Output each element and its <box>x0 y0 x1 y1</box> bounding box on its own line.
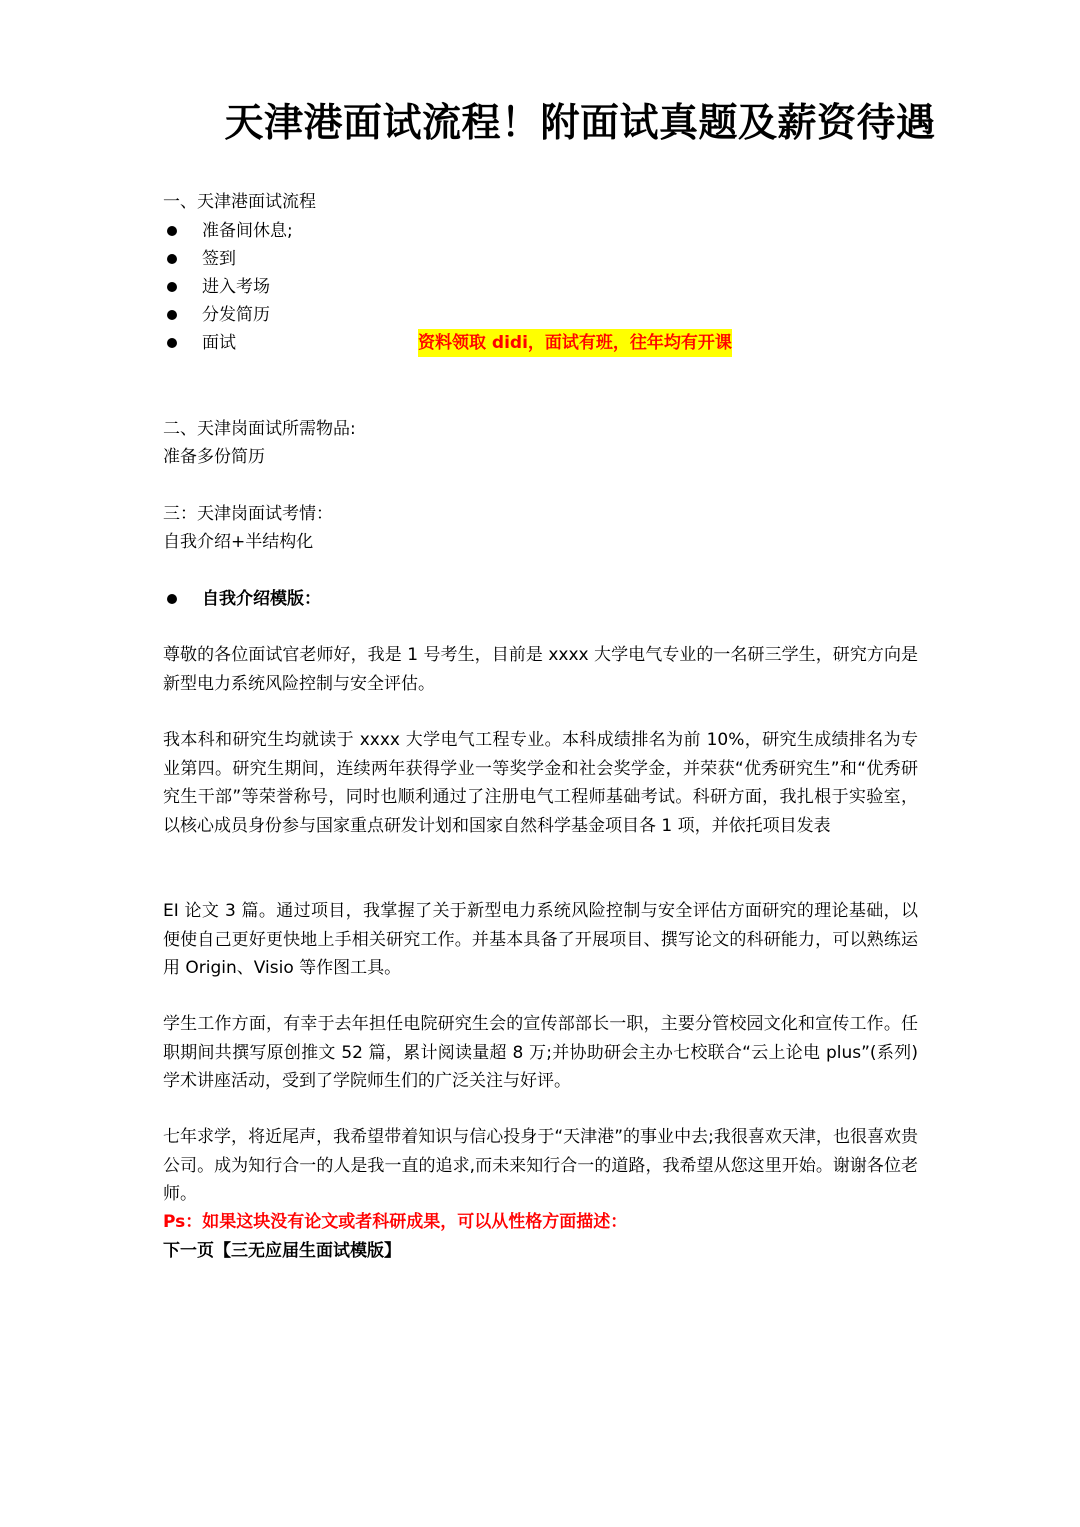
bullet-dot-icon <box>167 594 177 604</box>
next-page-link: 下一页【三无应届生面试模版】 <box>163 1241 401 1261</box>
section-1-heading: 一、天津港面试流程 <box>163 192 316 212</box>
process-item-4: 分发简历 <box>202 305 270 325</box>
bullet-dot-icon <box>167 226 177 236</box>
intro-paragraph-2: 我本科和研究生均就读于 xxxx 大学电气工程专业。本科成绩排名为前 10%，研究生成绩排名为专业第四。研究生期间，连续两年获得学业一等奖学金和社会奖学金，并荣获“优秀研究生”和“优秀研究生干部”等荣誉称号，同时也顺利通过了注册电气工程师基础考试。科研方面，我扎根于实验室，以核心成员身份参与国家重点研发计划和国家自然科学基金项目各 1 项，并依托项目发表 <box>163 730 918 836</box>
intro-paragraph-1: 尊敬的各位面试官老师好，我是 1 号考生，目前是 xxxx 大学电气专业的一名研三学生，研究方向是新型电力系统风险控制与安全评估。 <box>163 645 918 694</box>
intro-paragraph-3: EI 论文 3 篇。通过项目，我掌握了关于新型电力系统风险控制与安全评估方面研究的理论基础，以便使自己更好更快地上手相关研究工作。并基本具备了开展项目、撰写论文的科研能力，可以熟练运用 Origin、Visio 等作图工具。 <box>163 901 918 979</box>
intro-template-heading: 自我介绍模版： <box>202 589 321 609</box>
section-3-content: 自我介绍+半结构化 <box>163 532 314 552</box>
section-2-content: 准备多份简历 <box>163 447 265 467</box>
intro-paragraph-5: 七年求学，将近尾声，我希望带着知识与信心投身于“天津港”的事业中去;我很喜欢天津，也很喜欢贵公司。成为知行合一的人是我一直的追求,而未来知行合一的道路，我希望从您这里开始。谢谢各位老师。 <box>163 1127 918 1205</box>
ps-note: Ps：如果这块没有论文或者科研成果，可以从性格方面描述： <box>163 1212 628 1232</box>
intro-paragraph-4: 学生工作方面，有幸于去年担任电院研究生会的宣传部部长一职，主要分管校园文化和宣传工作。任职期间共撰写原创推文 52 篇，累计阅读量超 8 万;并协助研会主办七校联合“云上论电 plus”(系列)学术讲座活动，受到了学院师生们的广泛关注与好评。 <box>163 1014 918 1092</box>
bullet-dot-icon <box>167 310 177 320</box>
bullet-dot-icon <box>167 282 177 292</box>
process-item-2: 签到 <box>202 249 236 269</box>
document-title: 天津港面试流程！附面试真题及薪资待遇 <box>224 101 936 146</box>
process-item-3: 进入考场 <box>202 277 270 297</box>
bullet-dot-icon <box>167 338 177 348</box>
section-3-heading: 三：天津岗面试考情： <box>163 504 333 524</box>
promo-highlight: 资料领取 didi，面试有班，往年均有开课 <box>418 329 732 357</box>
process-item-1: 准备间休息; <box>202 221 293 241</box>
bullet-dot-icon <box>167 254 177 264</box>
process-item-5: 面试 <box>202 333 236 353</box>
section-2-heading: 二、天津岗面试所需物品: <box>163 419 356 439</box>
